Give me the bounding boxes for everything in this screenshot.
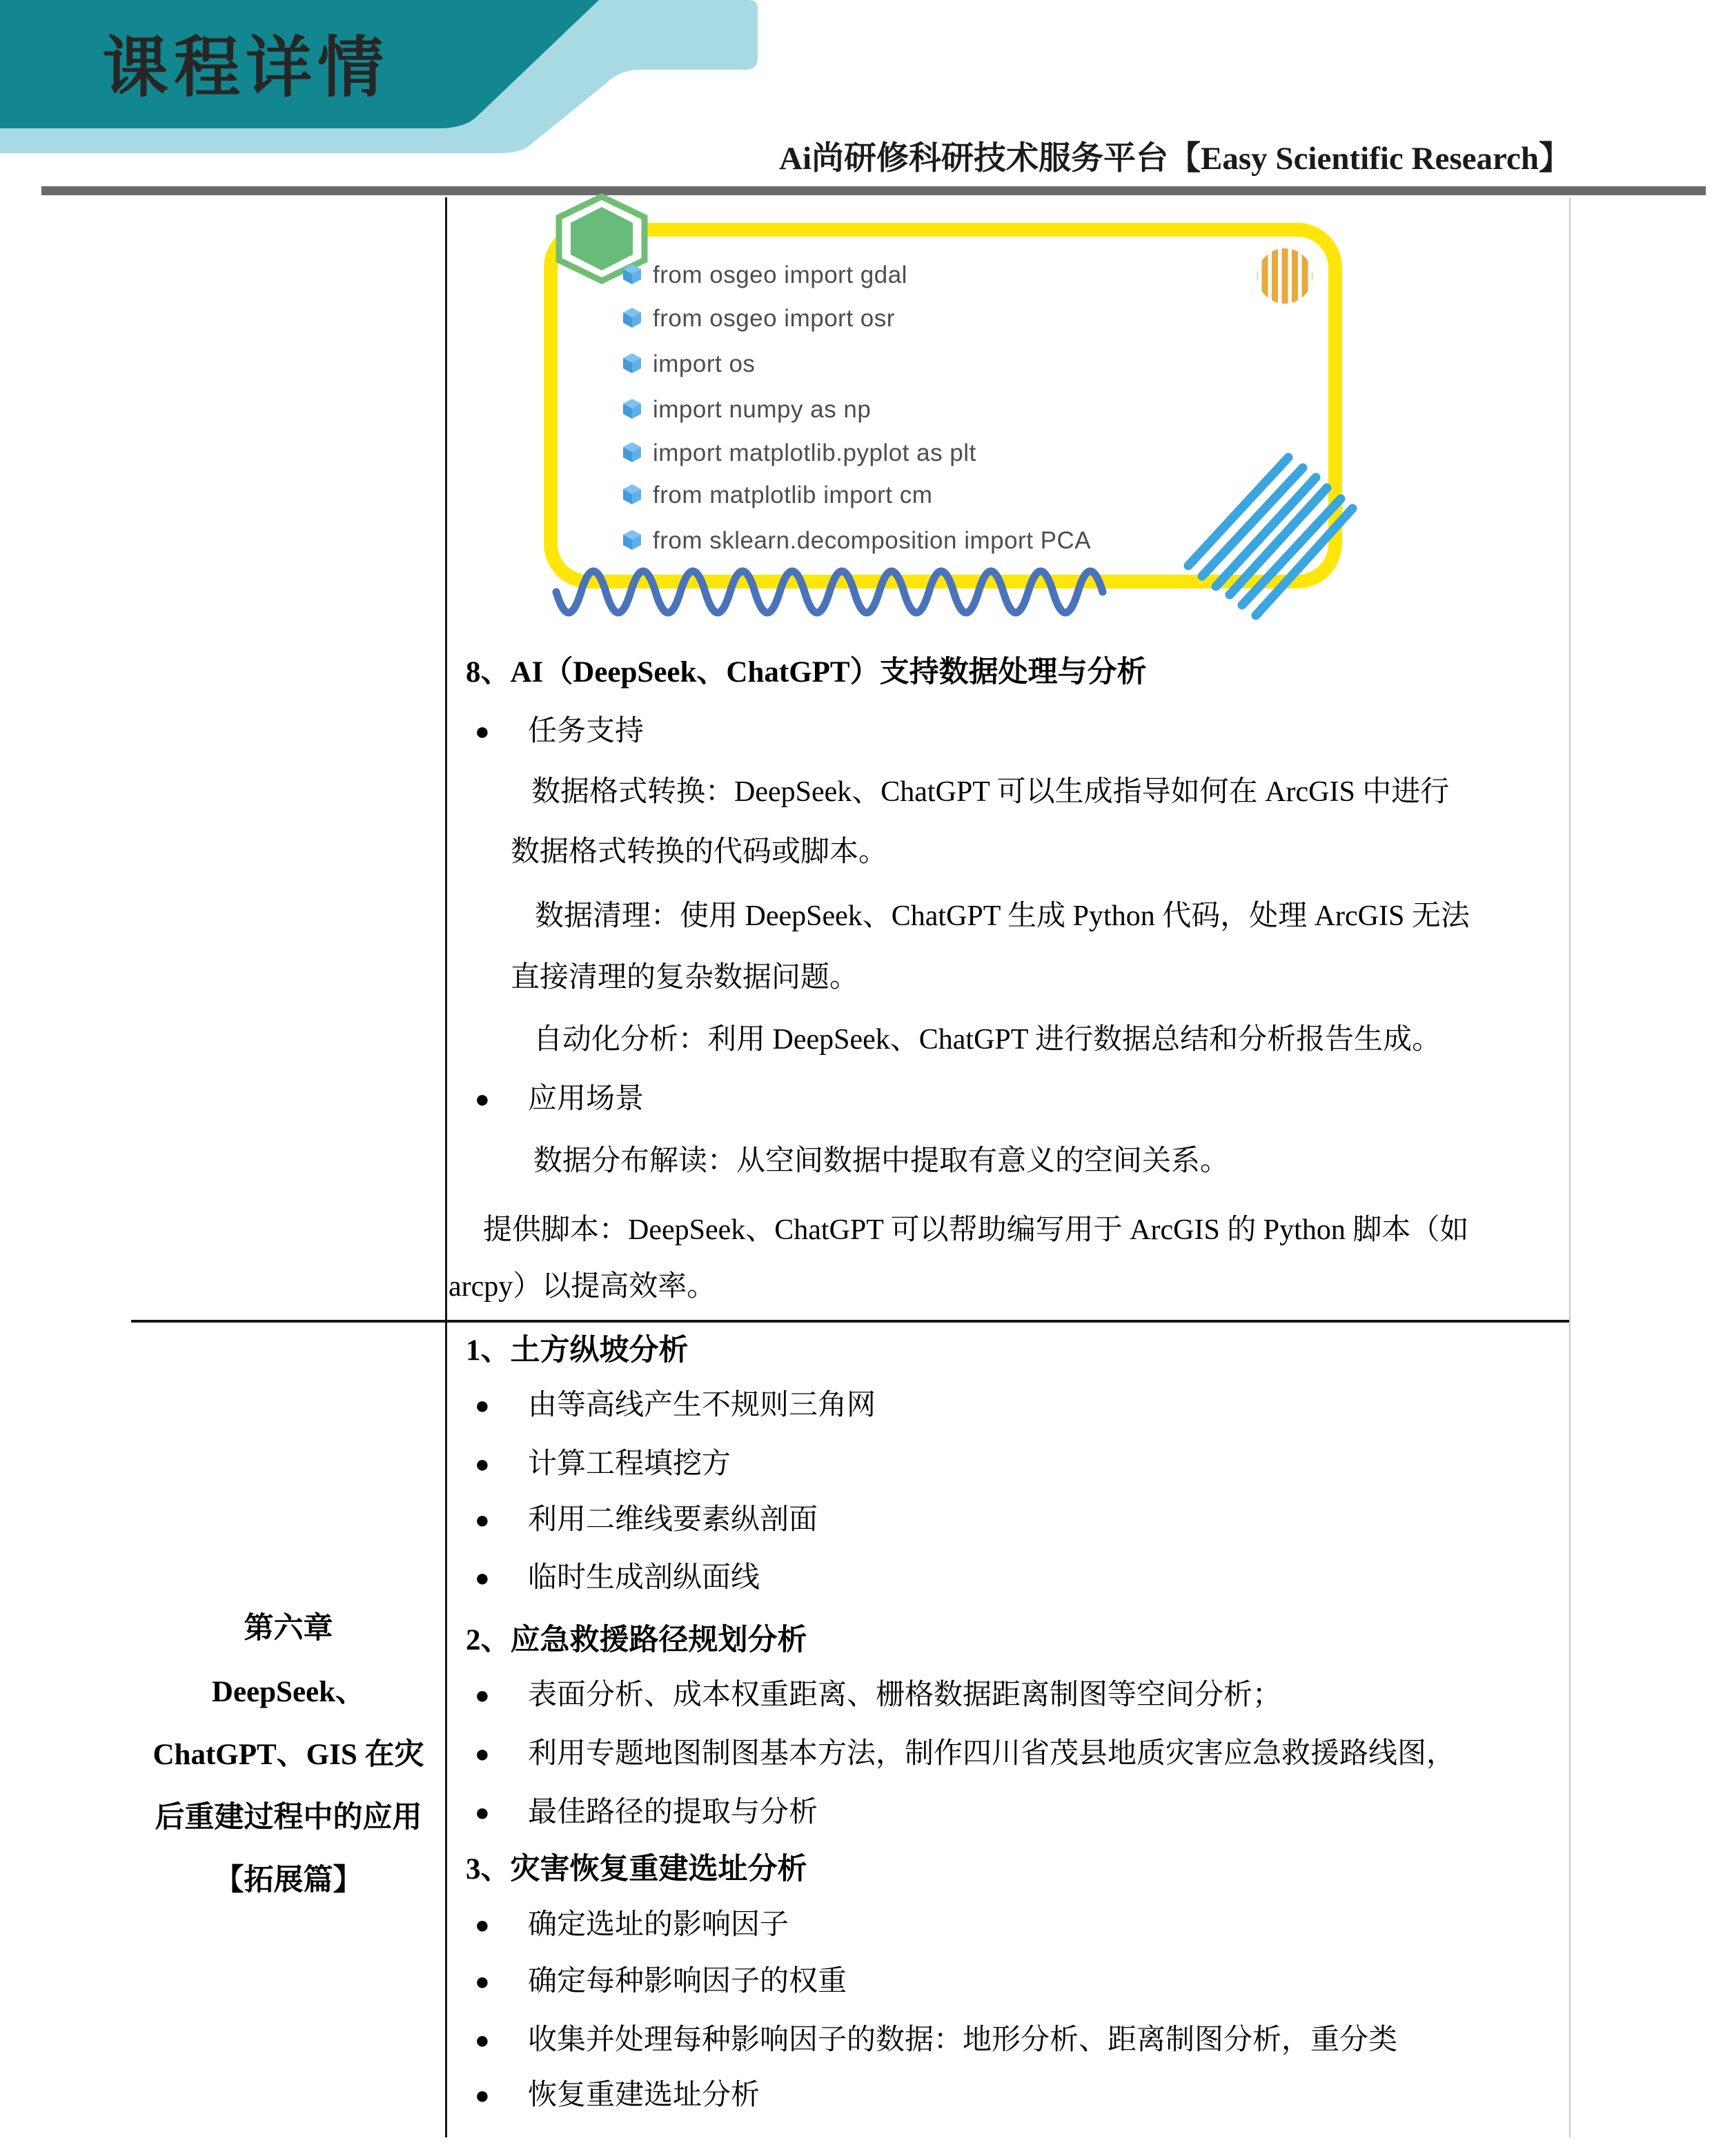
code-line: from matplotlib import cm (653, 482, 933, 508)
bullet-text: 收集并处理每种影响因子的数据：地形分析、距离制图分析，重分类 (528, 2024, 1398, 2056)
bullet-item (475, 2024, 1397, 2057)
bullet-item (475, 1082, 644, 1116)
bullet-item (475, 715, 644, 748)
code-line: from osgeo import gdal (653, 261, 907, 288)
bullet-text: 应用场景 (528, 1083, 645, 1115)
section-heading: 3、灾害恢复重建选址分析 (466, 1853, 807, 1886)
chapter-title-line: DeepSeek、 (211, 1676, 366, 1708)
section-heading: 2、应急救援路径规划分析 (466, 1624, 807, 1656)
bullet-item (475, 2079, 760, 2112)
section-heading: 8、AI（DeepSeek、ChatGPT）支持数据处理与分析 (466, 656, 1147, 689)
bullet-item (475, 1908, 789, 1941)
bullet-item (475, 1679, 1281, 1712)
paragraph-line: 自动化分析：利用 DeepSeek、ChatGPT 进行数据总结和分析报告生成。 (533, 1024, 1442, 1056)
chapter-title-line: 【拓展篇】 (214, 1864, 363, 1897)
bullet-text: 任务支持 (528, 715, 645, 747)
code-line: import os (653, 350, 756, 377)
bullet-item (475, 1389, 876, 1422)
paragraph-line: arcpy）以提高效率。 (449, 1271, 716, 1303)
code-line: from sklearn.decomposition import PCA (653, 527, 1092, 554)
bullet-text: 确定每种影响因子的权重 (528, 1966, 847, 1997)
table-row-divider (131, 1320, 1571, 1323)
chapter-title-line: 后重建过程中的应用 (155, 1801, 422, 1834)
paragraph-line: 直接清理的复杂数据问题。 (511, 962, 859, 993)
bullet-item (475, 1447, 731, 1481)
code-line: import matplotlib.pyplot as plt (653, 439, 976, 466)
bullet-text: 恢复重建选址分析 (528, 2079, 760, 2111)
bullet-item (475, 1503, 818, 1536)
paragraph-line: 数据格式转换的代码或脚本。 (511, 836, 888, 868)
paragraph-line: 数据格式转换：DeepSeek、ChatGPT 可以生成指导如何在 ArcGIS 中进行 (531, 776, 1450, 808)
bullet-item (475, 1796, 818, 1829)
table-right-border (1569, 197, 1571, 2137)
section-heading: 1、土方纵坡分析 (466, 1334, 689, 1367)
paragraph-line: 提供脚本：DeepSeek、ChatGPT 可以帮助编写用于 ArcGIS 的 Python 脚本（如 (483, 1214, 1469, 1246)
code-line: from osgeo import osr (653, 305, 895, 332)
bullet-item (475, 1737, 1455, 1770)
bullet-text: 利用专题地图制图基本方法，制作四川省茂县地质灾害应急救援路线图， (528, 1738, 1456, 1770)
chapter-title-line: 第六章 (244, 1612, 333, 1645)
bullet-text: 计算工程填挖方 (528, 1448, 731, 1480)
bullet-text: 由等高线产生不规则三角网 (528, 1389, 876, 1421)
bullet-text: 表面分析、成本权重距离、栅格数据距离制图等空间分析； (528, 1679, 1282, 1711)
code-line: import numpy as np (653, 396, 872, 423)
chapter-title-line: ChatGPT、GIS 在灾 (152, 1739, 424, 1771)
bullet-text: 临时生成剖纵面线 (528, 1562, 760, 1594)
bullet-item (475, 1561, 760, 1594)
bullet-text: 最佳路径的提取与分析 (528, 1797, 818, 1828)
bullet-item (475, 1965, 847, 1998)
bullet-text: 确定选址的影响因子 (528, 1909, 789, 1941)
code-box-graphic (414, 193, 1490, 676)
bullet-text: 利用二维线要素纵剖面 (528, 1504, 818, 1536)
paragraph-line: 数据清理：使用 DeepSeek、ChatGPT 生成 Python 代码，处理 ArcGIS 无法 (535, 900, 1470, 932)
platform-title: Ai尚研修科研技术服务平台【Easy Scientific Research】 (779, 141, 1571, 177)
paragraph-line: 数据分布解读：从空间数据中提取有意义的空间关系。 (533, 1145, 1230, 1177)
page-title: 课程详情 (102, 29, 389, 106)
